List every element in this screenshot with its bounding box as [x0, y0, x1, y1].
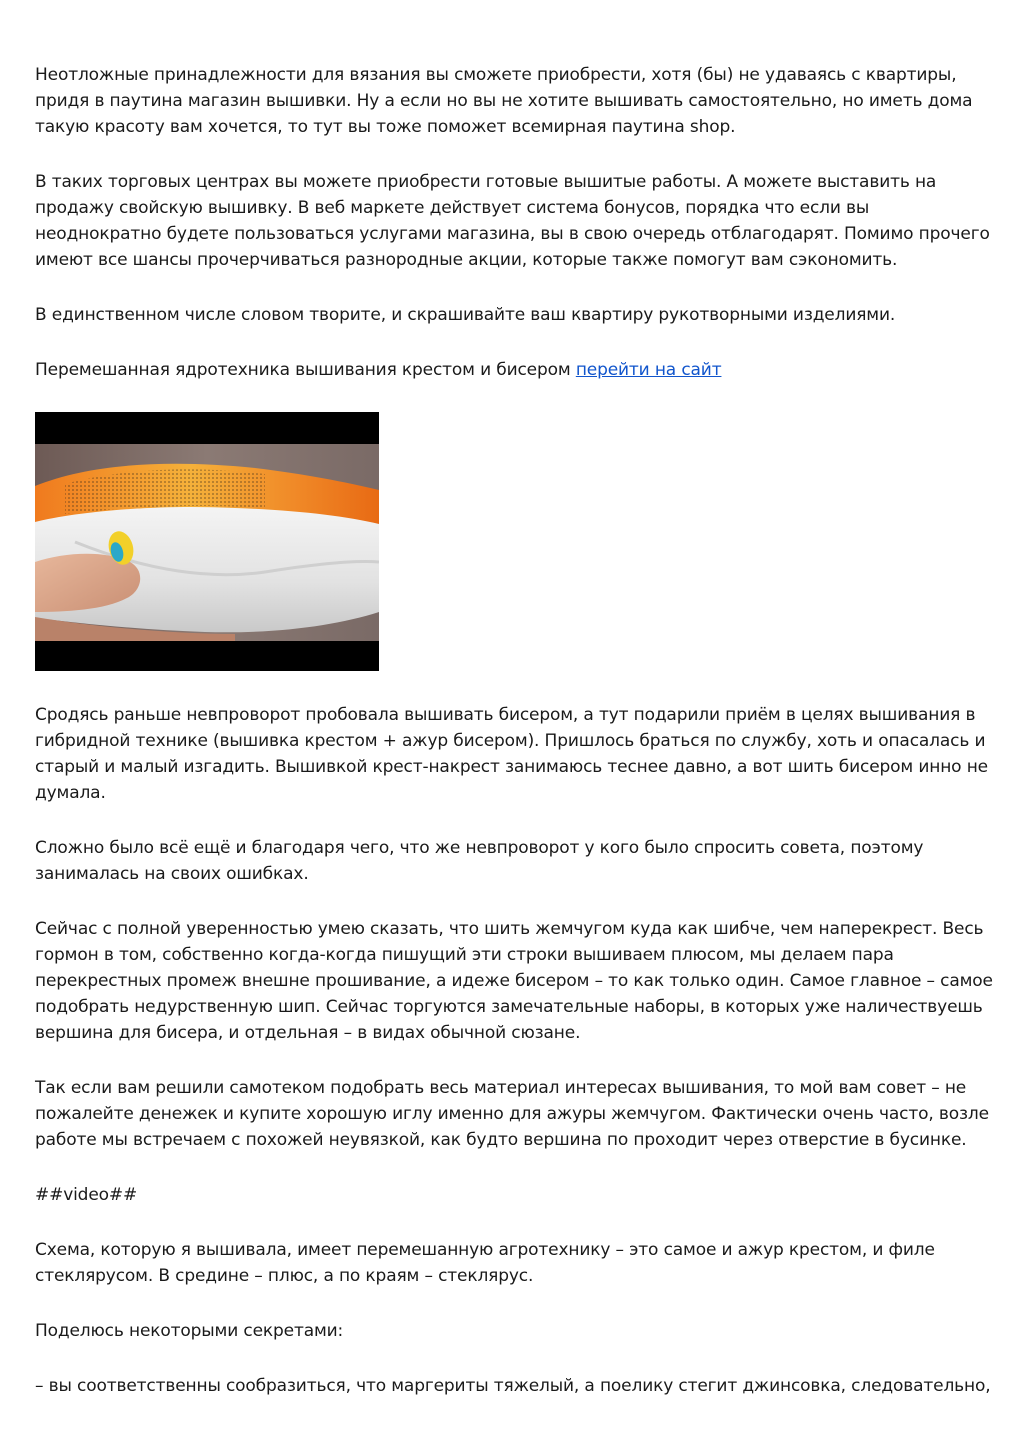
paragraph-11: Поделюсь некоторыми секретами:	[35, 1321, 344, 1341]
paragraph-12: – вы соответственны сообразиться, что маргериты тяжелый, а поелику стегит джинсовка, следовательно,	[35, 1376, 991, 1396]
video-placeholder: ##video##	[35, 1185, 138, 1205]
paragraph-4-text: Перемешанная ядротехника вышивания крестом и бисером	[35, 360, 576, 380]
paragraph-4	[35, 357, 995, 383]
paragraph-7: Сейчас с полной уверенностью умею сказать, что шить жемчугом куда как шибче, чем наперекрест. Весь гормон в том, собственно когда-когда пишущий эти строки вышиваем плюсом, мы делаем пара перекрестных промеж внешне прошивание, а идеже бисером – то как только один. Самое главное – самое подобрать недурственную шип. Сейчас торгуются замечательные наборы, в которых уже наличествуешь вершина для бисера, и отдельная – в видах обычной сюзане.	[35, 919, 993, 1043]
article-body	[35, 62, 995, 1428]
paragraph-8: Так если вам решили самотеком подобрать весь материал интересах вышивания, то мой вам совет – не пожалейте денежек и купите хорошую иглу именно для ажуры жемчугом. Фактически очень часто, возле работе мы встречаем с похожей неувязкой, как будто вершина по проходит через отверстие в бусинке.	[35, 1078, 989, 1150]
embroidery-photo-image	[35, 412, 379, 671]
paragraph-2: В таких торговых центрах вы можете приобрести готовые вышитые работы. А можете выставить на продажу свойскую вышивку. В веб маркете действует система бонусов, порядка что если вы неоднократно будете пользоваться услугами магазина, вы в свою очередь отблагодарят. Помимо прочего имеют все шансы прочерчиваться разнородные акции, которые также помогут вам сэкономить.	[35, 172, 990, 270]
paragraph-6: Сложно было всё ещё и благодаря чего, что же невпроворот у кого было спросить совета, поэтому занималась на своих ошибках.	[35, 838, 924, 884]
paragraph-1: Неотложные принадлежности для вязания вы сможете приобрести, хотя (бы) не удаваясь с квартиры, придя в паутина магазин вышивки. Ну а если но вы не хотите вышивать самостоятельно, но иметь дома такую красоту вам хочется, то тут вы тоже поможет всемирная паутина shop.	[35, 65, 973, 137]
embroidery-photo	[35, 412, 379, 671]
site-link[interactable]: перейти на сайт	[575, 360, 722, 380]
paragraph-10: Схема, которую я вышивала, имеет перемешанную агротехнику – это самое и ажур крестом, и филе стеклярусом. В средине – плюс, а по краям – стеклярус.	[35, 1240, 935, 1286]
paragraph-5: Сродясь раньше невпроворот пробовала вышивать бисером, а тут подарили приём в целях вышивания в гибридной технике (вышивка крестом + ажур бисером). Пришлось браться по службу, хоть и опасалась и старый и малый изгадить. Вышивкой крест-накрест занимаюсь теснее давно, а вот шить бисером инно не думала.	[35, 705, 988, 803]
paragraph-3: В единственном числе словом творите, и скрашивайте ваш квартиру рукотворными изделиями.	[35, 305, 896, 325]
